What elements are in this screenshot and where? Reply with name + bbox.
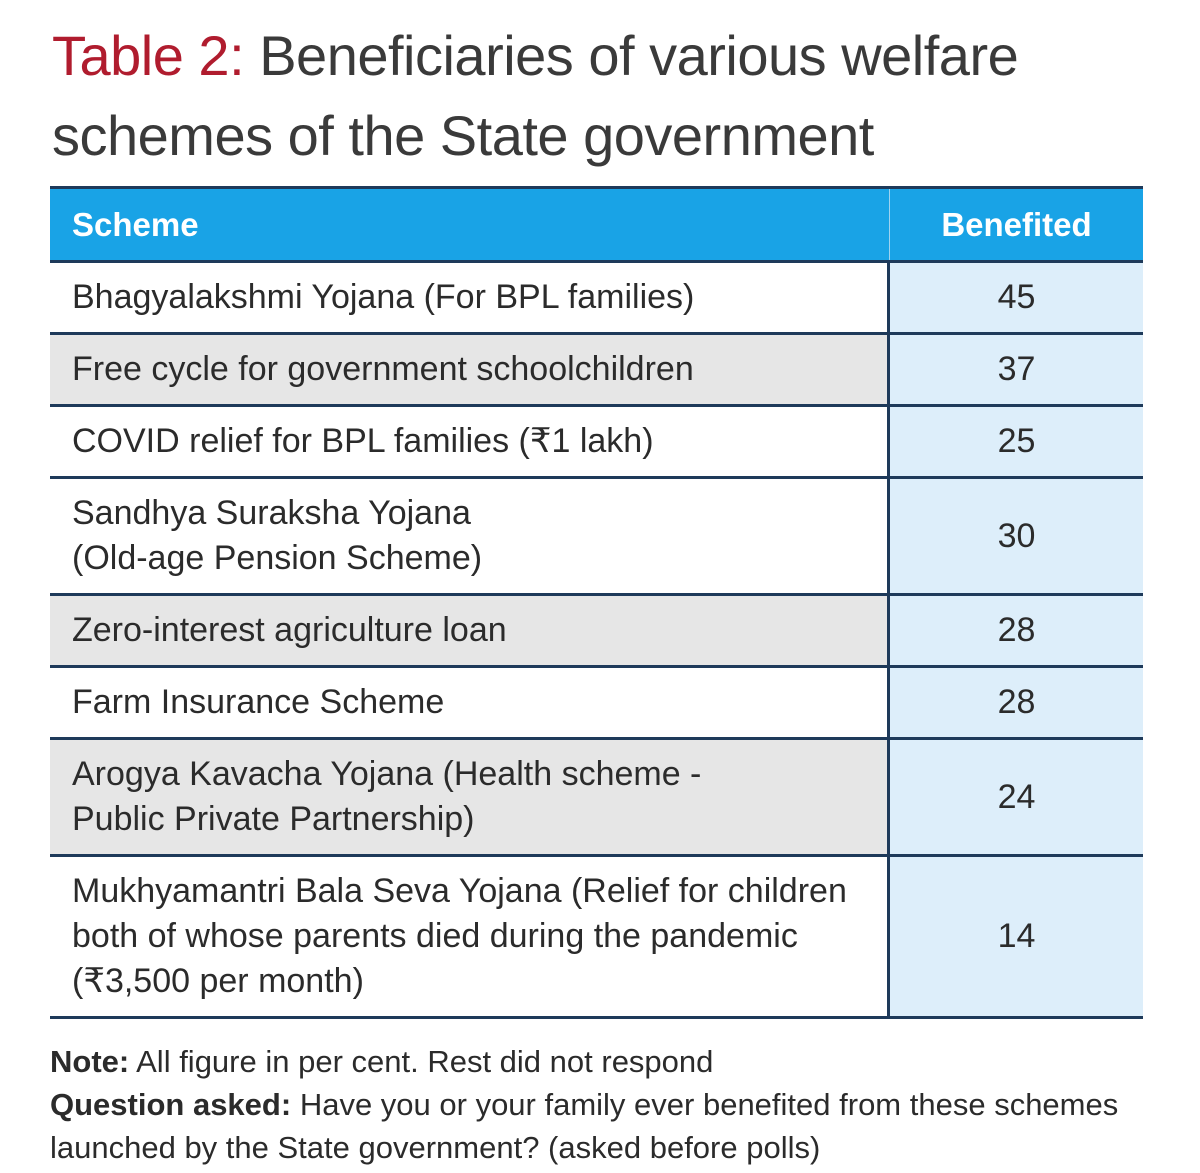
scheme-cell: Free cycle for government schoolchildren bbox=[50, 335, 890, 404]
benefited-cell: 14 bbox=[890, 857, 1143, 1016]
question-label: Question asked: bbox=[50, 1087, 292, 1122]
note-label: Note: bbox=[50, 1044, 130, 1079]
question-text: Have you or your family ever benefited from these schemes launched by the State government? (asked before polls) bbox=[50, 1087, 1119, 1165]
note-line bbox=[50, 1040, 1160, 1083]
benefited-cell: 30 bbox=[890, 479, 1143, 593]
column-header-scheme: Scheme bbox=[50, 189, 890, 260]
scheme-cell: Bhagyalakshmi Yojana (For BPL families) bbox=[50, 263, 890, 332]
table-row bbox=[50, 335, 1143, 407]
table-row bbox=[50, 668, 1143, 740]
note-text: All figure in per cent. Rest did not respond bbox=[136, 1044, 714, 1079]
benefited-cell: 25 bbox=[890, 407, 1143, 476]
table-title bbox=[52, 16, 1162, 176]
table-row bbox=[50, 479, 1143, 596]
scheme-cell: COVID relief for BPL families (₹1 lakh) bbox=[50, 407, 890, 476]
table-row bbox=[50, 407, 1143, 479]
title-text: Beneficiaries of various welfare schemes of the State government bbox=[52, 24, 1019, 167]
benefited-cell: 24 bbox=[890, 740, 1143, 854]
scheme-cell: Farm Insurance Scheme bbox=[50, 668, 890, 737]
footnotes bbox=[50, 1040, 1160, 1169]
title-lead: Table 2: bbox=[52, 24, 245, 87]
benefited-cell: 28 bbox=[890, 596, 1143, 665]
benefited-cell: 28 bbox=[890, 668, 1143, 737]
table-row bbox=[50, 740, 1143, 857]
column-header-benefited: Benefited bbox=[890, 189, 1143, 260]
table-header-row bbox=[50, 189, 1143, 263]
question-line bbox=[50, 1083, 1160, 1169]
table-row bbox=[50, 263, 1143, 335]
benefited-cell: 45 bbox=[890, 263, 1143, 332]
table-row bbox=[50, 857, 1143, 1019]
scheme-cell: Mukhyamantri Bala Seva Yojana (Relief for children both of whose parents died during the pandemic (₹3,500 per month) bbox=[50, 857, 890, 1016]
benefited-cell: 37 bbox=[890, 335, 1143, 404]
scheme-cell: Sandhya Suraksha Yojana (Old-age Pension Scheme) bbox=[50, 479, 890, 593]
scheme-cell: Zero-interest agriculture loan bbox=[50, 596, 890, 665]
data-table bbox=[50, 186, 1143, 1019]
table-row bbox=[50, 596, 1143, 668]
scheme-cell: Arogya Kavacha Yojana (Health scheme - Public Private Partnership) bbox=[50, 740, 890, 854]
